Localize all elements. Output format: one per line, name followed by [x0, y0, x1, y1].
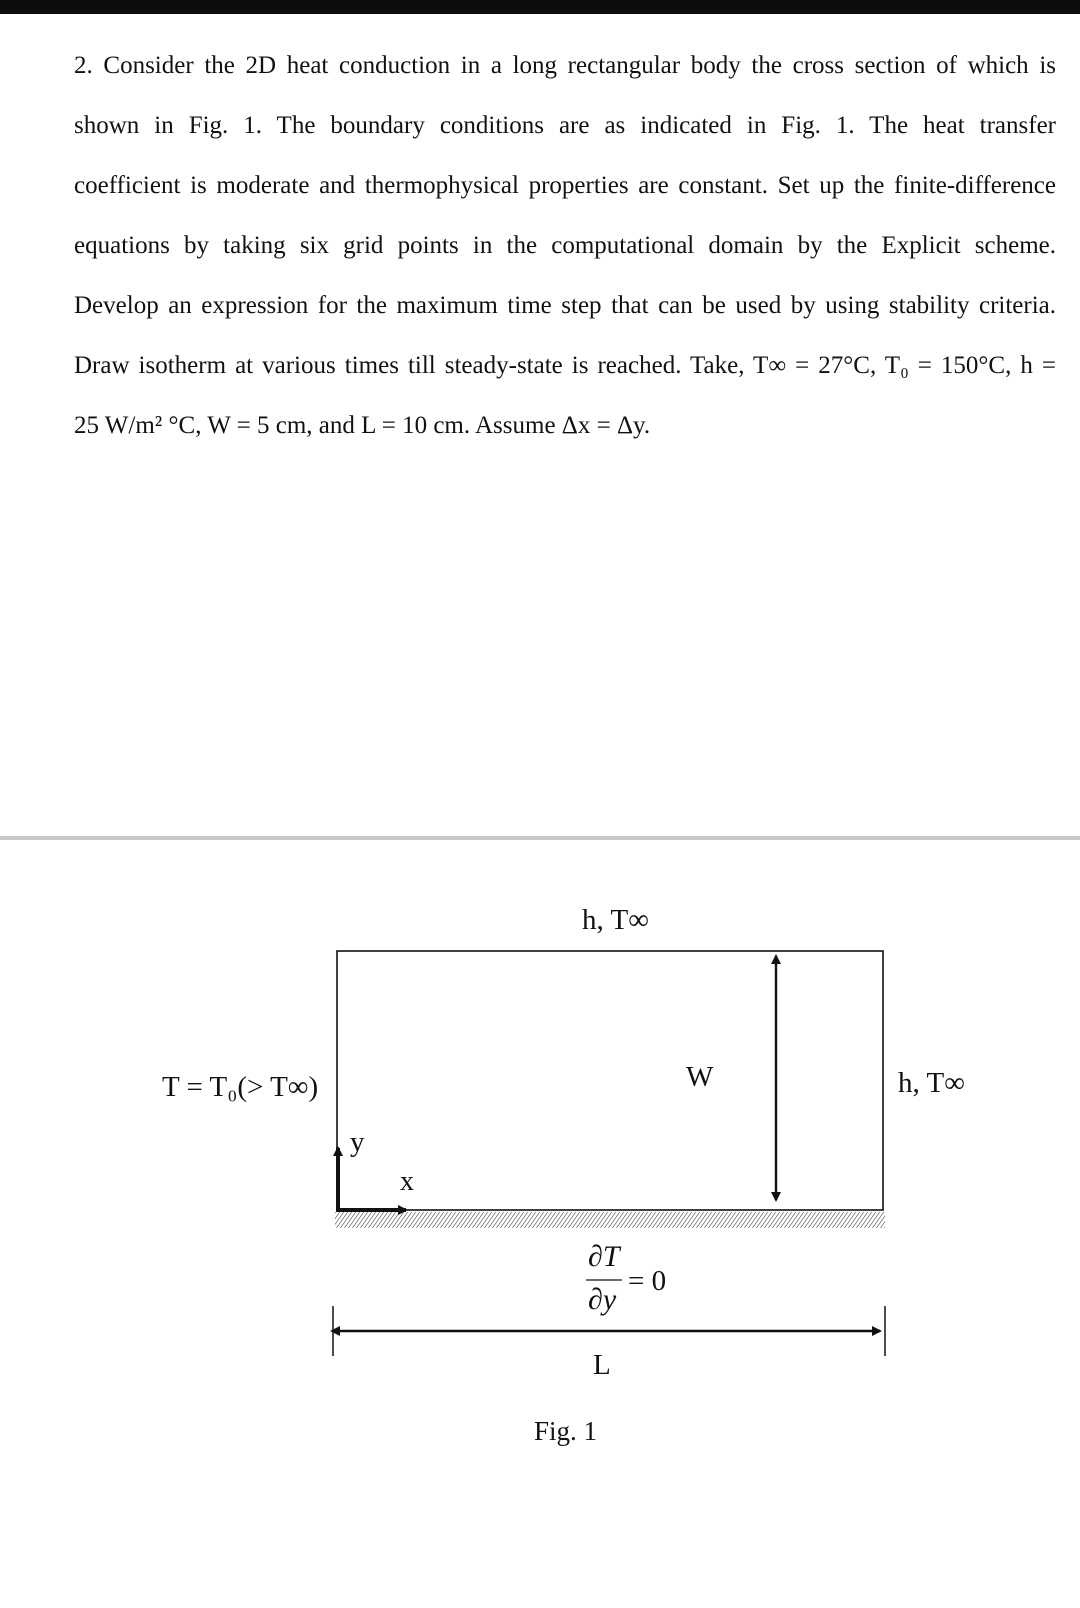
bc-denominator: ∂y	[588, 1283, 617, 1316]
rectangular-body	[337, 951, 883, 1210]
problem-line-3: coefficient is moderate and thermophysical properties are constant. Set up the finite-difference	[74, 172, 1056, 199]
bc-equals-zero: = 0	[628, 1265, 667, 1297]
length-label: L	[593, 1349, 611, 1381]
problem-line-6: Draw isotherm at various times till steady-state is reached. Take, T∞ = 27°C, T₀ = 150°C, h =	[74, 352, 1056, 379]
problem-line-2: shown in Fig. 1. The boundary conditions are as indicated in Fig. 1. The heat transfer	[74, 112, 1056, 139]
right-boundary-label: h, T∞	[898, 1067, 965, 1099]
left-boundary-label: T = T₀(> T∞)	[162, 1071, 319, 1103]
x-axis-label: x	[400, 1166, 414, 1197]
y-axis-label: y	[350, 1126, 365, 1158]
figure-caption: Fig. 1	[534, 1416, 598, 1446]
bc-numerator: ∂T	[588, 1240, 620, 1273]
problem-line-1: 2. Consider the 2D heat conduction in a long rectangular body the cross section of which is	[74, 52, 1056, 79]
problem-line-4: equations by taking six grid points in the computational domain by the Explicit scheme.	[74, 232, 1056, 259]
top-boundary-label: h, T∞	[582, 904, 649, 936]
width-label: W	[686, 1061, 714, 1093]
problem-line-7: 25 W/m² °C, W = 5 cm, and L = 10 cm. Assume Δx = Δy.	[74, 412, 651, 439]
insulated-boundary-hatch	[335, 1212, 885, 1228]
problem-line-5: Develop an expression for the maximum time step that can be used by using stability criteria.	[74, 292, 1056, 319]
